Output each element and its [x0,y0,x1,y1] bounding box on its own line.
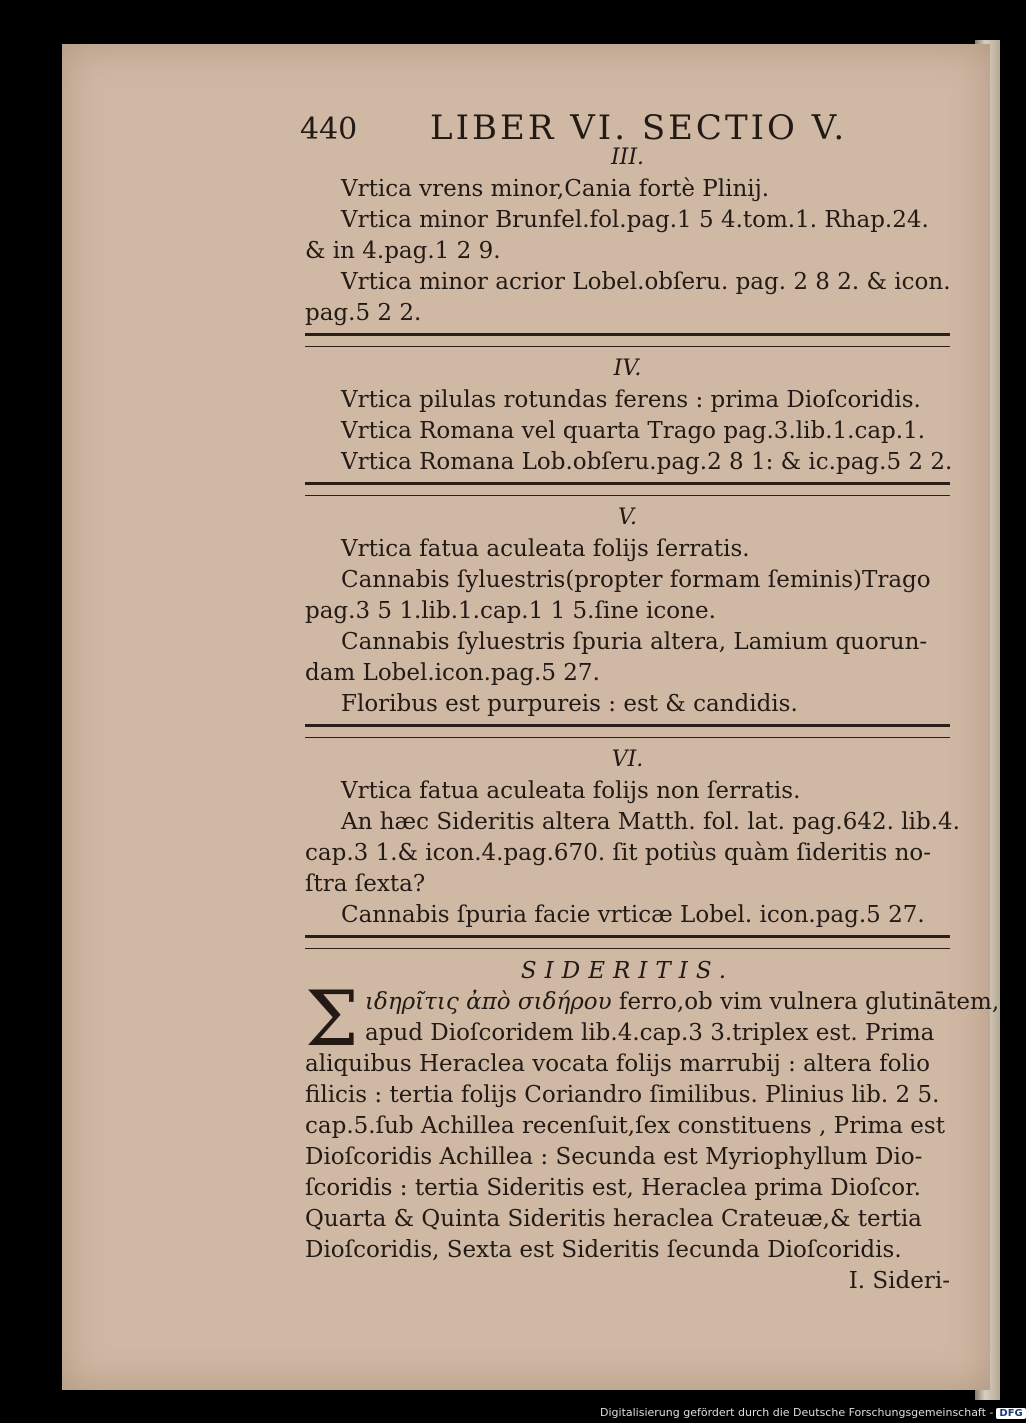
footer-text: Digitalisierung gefördert durch die Deutsche Forschungsgemeinschaft - [600,1406,994,1419]
text-line: filicis : tertia folijs Coriandro ſimilibus. Plinius lib. 2 5. [305,1082,940,1108]
text-line: cap.3 1.& icon.4.pag.670. ſit potiùs quàm ſideritis no- [305,840,932,866]
text-fragment: ferro,ob vim vulnera glutinātem, [611,989,1000,1015]
running-head: LIBER VI. SECTIO V. [430,108,848,148]
text-line: & in 4.pag.1 2 9. [305,238,501,264]
section-divider [305,724,950,738]
text-line: dam Lobel.icon.pag.5 27. [305,660,600,686]
text-line: Quarta & Quinta Sideritis heraclea Crateuæ,& tertia [305,1206,922,1232]
page-number: 440 [300,112,358,147]
text-line: Vrtica fatua aculeata folijs ſerratis. [341,536,750,562]
text-line: pag.3 5 1.lib.1.cap.1 1 5.ſine icone. [305,598,716,624]
greek-etymology: ιδηρῖτις ἀπὸ σιδήρου [365,989,612,1015]
text-line: Dioſcoridis, Sexta est Sideritis ſecunda Dioſcoridis. [305,1237,902,1263]
text-line: Dioſcoridis Achillea : Secunda est Myriophyllum Dio- [305,1144,923,1170]
text-line [305,987,1000,1018]
section-numeral: V. [617,505,638,530]
text-line: Vrtica fatua aculeata folijs non ſerratis. [341,778,801,804]
text-line: ſtra ſexta? [305,871,426,897]
text-line: apud Dioſcoridem lib.4.cap.3 3.triplex est. Prima [365,1020,935,1046]
catchword: I. Sideri- [848,1268,950,1294]
text-line: cap.5.ſub Achillea recenſuit,ſex constituens , Prima est [305,1113,945,1139]
section-divider [305,333,950,347]
text-line: Cannabis ſpuria facie vrticæ Lobel. icon.pag.5 27. [341,902,925,928]
section-divider [305,935,950,949]
text-line: Vrtica Romana vel quarta Trago pag.3.lib.1.cap.1. [341,418,926,444]
text-line: Cannabis ſyluestris(propter formam ſeminis)Trago [341,567,931,593]
text-line: pag.5 2 2. [305,300,422,326]
text-line: An hæc Sideritis altera Matth. fol. lat. pag.642. lib.4. [341,809,960,835]
text-line: Vrtica vrens minor,Cania fortè Plinij. [341,176,770,202]
section-numeral: III. [610,145,645,170]
text-line: Vrtica Romana Lob.obſeru.pag.2 8 1: & ic.pag.5 2 2. [341,449,953,475]
section-numeral: IV. [613,356,642,381]
section-numeral: VI. [611,747,644,772]
text-line: Vrtica pilulas rotundas ferens : prima Dioſcoridis. [341,387,921,413]
sideritis-title: SIDERITIS. [520,958,735,984]
dfg-logo: DFG [996,1408,1025,1419]
sideritis-paragraph [305,974,1000,1063]
text-line: Floribus est purpureis : est & candidis. [341,691,798,717]
drop-cap: Σ [305,974,359,1063]
section-divider [305,482,950,496]
text-line: ſcoridis : tertia Sideritis est, Heraclea prima Dioſcor. [305,1175,921,1201]
text-line: Vrtica minor acrior Lobel.obſeru. pag. 2 8 2. & icon. [341,269,951,295]
text-line: aliquibus Heraclea vocata folijs marrubij : altera folio [305,1051,930,1077]
text-line: Vrtica minor Brunfel.fol.pag.1 5 4.tom.1. Rhap.24. [341,207,929,233]
page-body [305,142,1000,1297]
text-line: Cannabis ſyluestris ſpuria altera, Lamium quorun- [341,629,928,655]
footer [600,1406,1026,1419]
